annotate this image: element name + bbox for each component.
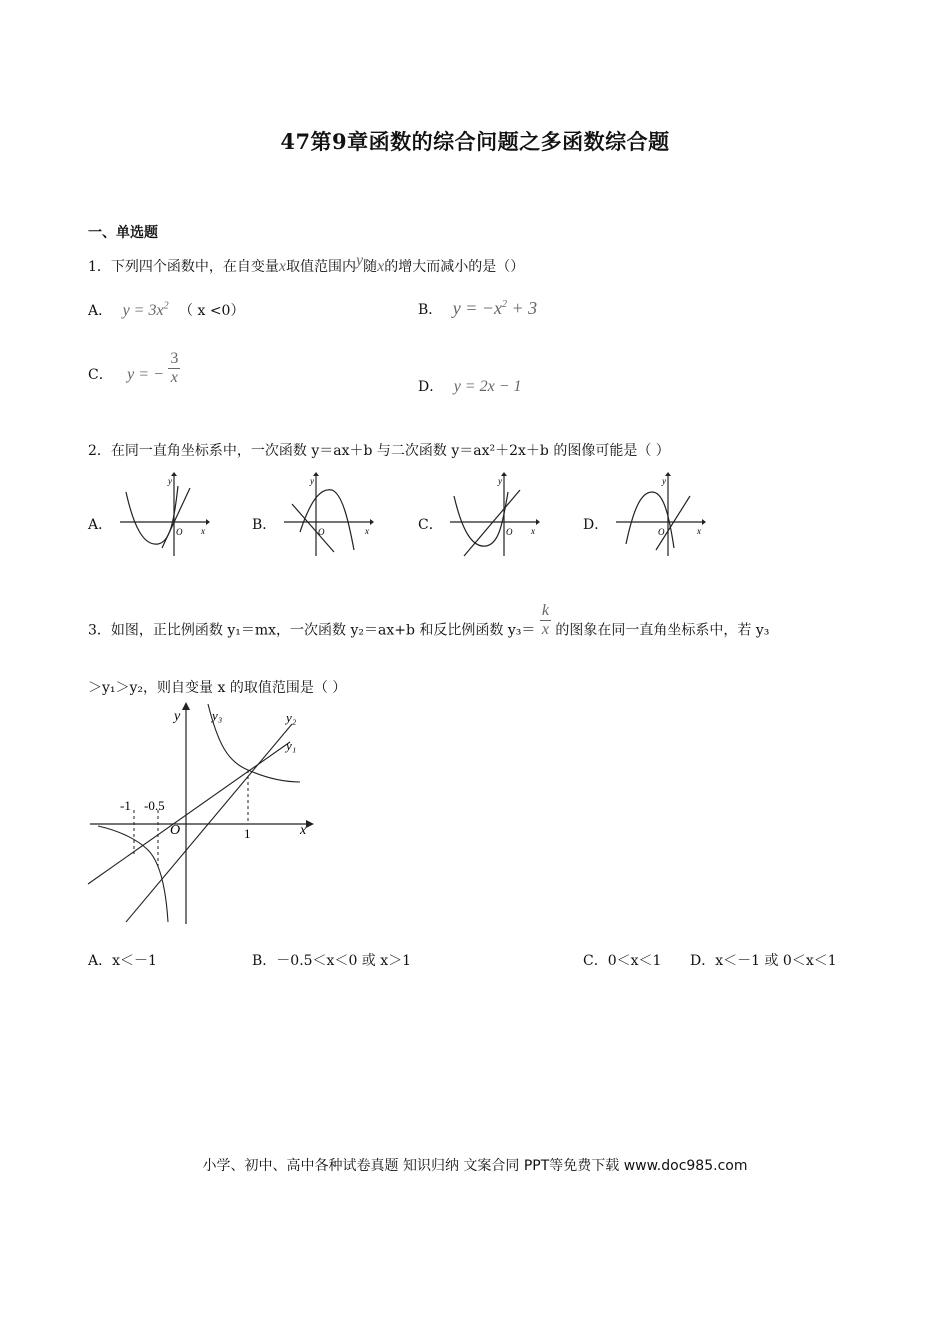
footer-text: 小学、初中、高中各种试卷真题 知识归纳 文案合同 PPT等免费下载 www.doc985.com [202, 1158, 748, 1174]
option-label: B． [418, 302, 443, 318]
option-label: D． [418, 379, 444, 395]
axis-x-label: x [697, 526, 701, 536]
q2-graph-a[interactable] [118, 472, 210, 558]
q1-option-b-math: $y = -x^2 + 3$ [452, 298, 538, 318]
section-heading: 一、单选题 [88, 225, 158, 241]
q2-option-a-label[interactable]: A． [88, 517, 113, 533]
q1-stem-part: 的增大而减小的是（） [384, 259, 525, 275]
option-label: A． [88, 303, 113, 319]
q3-fraction [540, 602, 551, 639]
axis-y-label: y [310, 476, 314, 486]
q3-option-d[interactable]: D．x＜－1 或 0＜x＜1 [690, 953, 837, 969]
q3-figure [86, 700, 316, 925]
q1-stem-part: 1．下列四个函数中，在自变量 [88, 259, 279, 275]
q1-option-d-math: y = 2x − 1 [453, 378, 522, 395]
axis-x-label: x [365, 526, 369, 536]
page-title: 47第9章函数的综合问题之多函数综合题 [280, 129, 670, 154]
q3-option-a[interactable]: A．x＜－1 [88, 953, 157, 969]
q1-stem-part: 取值范围内 [286, 259, 357, 275]
q3-tick-minus-0-5: -0.5 [144, 798, 165, 813]
axis-y-label: y [168, 476, 172, 486]
axis-x-label: x [531, 526, 535, 536]
question-2-stem: 2．在同一直角坐标系中，一次函数 y＝ax＋b 与二次函数 y＝ax²＋2x＋b 的图像可能是（ ） [88, 443, 670, 459]
q3-label-y2: y₂ [286, 710, 297, 725]
question-3-stem-line1 [88, 602, 770, 649]
q1-option-a[interactable] [88, 300, 244, 320]
axis-y-label: y [498, 476, 502, 486]
fraction-numerator: k [541, 602, 549, 619]
q1-var-y: y [356, 252, 364, 269]
q3-label-y3: y₃ [212, 708, 223, 723]
question-1-stem [88, 252, 525, 276]
q2-option-b-label[interactable]: B． [252, 517, 277, 533]
q1-option-d[interactable] [418, 376, 521, 396]
fraction-numerator: 3 [170, 350, 179, 367]
origin-label: O [506, 527, 513, 537]
math-expr: + 3 [507, 298, 538, 318]
q1-option-c[interactable] [88, 350, 180, 387]
q2-graph-b[interactable] [282, 472, 374, 558]
axis-y-label: y [662, 476, 666, 486]
q2-graph-c[interactable] [448, 472, 540, 558]
fraction-denominator: x [541, 621, 549, 638]
q1-option-c-fraction [168, 350, 180, 387]
q3-axis-x-label: x [300, 823, 307, 838]
fraction-denominator: x [170, 369, 178, 386]
q2-option-c-label[interactable]: C． [418, 517, 443, 533]
axis-x-label: x [201, 526, 205, 536]
q3-option-c[interactable]: C．0＜x＜1 [583, 953, 662, 969]
q1-option-a-math: $y = 3x^2$ [122, 300, 169, 319]
q3-axis-y-label: y [174, 709, 181, 724]
q2-option-d-label[interactable]: D． [583, 517, 609, 533]
q3-stem-part: 的图象在同一直角坐标系中，若 y₃ [555, 622, 770, 639]
q3-origin-label: O [170, 823, 181, 838]
q3-option-b[interactable]: B．－0.5＜x＜0 或 x＞1 [252, 953, 412, 969]
q3-label-y1: y₁ [286, 738, 297, 753]
q1-var-x: x [278, 258, 287, 275]
q3-tick-minus-1: -1 [120, 798, 131, 813]
q1-option-a-condition: （ x <0） [179, 303, 245, 319]
q1-option-c-math: y = − [127, 365, 164, 383]
q1-var-x2: x [377, 258, 385, 275]
q2-graph-d[interactable] [614, 472, 706, 558]
option-label: C． [88, 366, 113, 383]
origin-label: O [318, 527, 325, 537]
q1-stem-part: 随 [363, 259, 378, 275]
q3-tick-1: 1 [244, 826, 251, 841]
origin-label: O [658, 527, 665, 537]
q3-stem-part: 3．如图，正比例函数 y₁＝mx，一次函数 y₂＝ax+b 和反比例函数 y₃＝ [88, 622, 536, 639]
question-3-stem-line2: ＞y₁＞y₂，则自变量 x 的取值范围是（ ） [88, 680, 347, 696]
math-expr: y = 3x [122, 302, 164, 319]
math-expr: y = −x [452, 298, 503, 318]
q1-option-b[interactable] [418, 298, 537, 319]
origin-label: O [176, 527, 183, 537]
